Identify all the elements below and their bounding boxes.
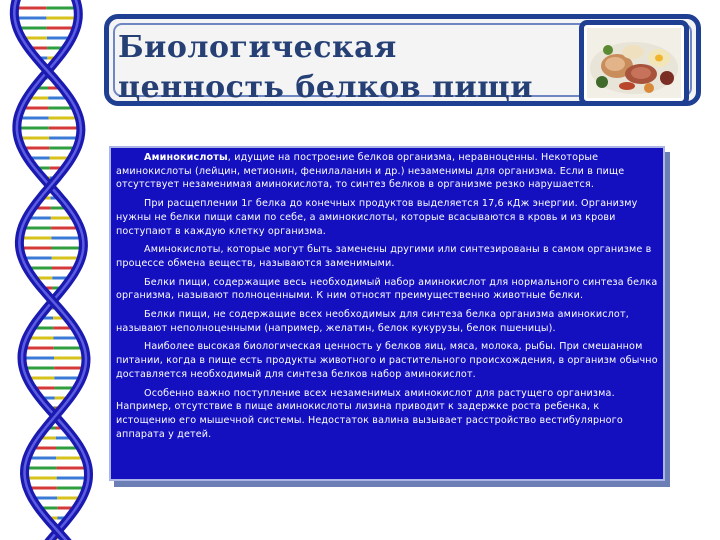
paragraph-highest-value bbox=[116, 340, 658, 381]
paragraph-text: Белки пищи, не содержащие всех необходимых для синтеза белка организма аминокислот, называют неполноценными (например, желатин, белок кукурузы, белок пшеницы). bbox=[116, 309, 629, 334]
paragraph-growing-organism bbox=[116, 387, 658, 442]
paragraph-essential-amino-acids bbox=[116, 151, 658, 192]
paragraph-text: Наиболее высокая биологическая ценность у белков яиц, мяса, молока, рыбы. При смешанном питании, когда в пище есть продукты животного и растительного происхождения, в организм обычно доставляется необходимый для синтеза белков набор аминокислот. bbox=[116, 341, 658, 380]
title-line-1: Биологическая bbox=[118, 30, 397, 65]
paragraph-incomplete-proteins bbox=[116, 308, 658, 335]
paragraph-protein-energy bbox=[116, 197, 658, 238]
paragraph-text: Белки пищи, содержащие весь необходимый набор аминокислот для нормального синтеза белка организма, называют полноценными. К ним относят преимущественно животные белки. bbox=[116, 276, 658, 302]
paragraph-lead-term: Аминокислоты bbox=[144, 152, 228, 163]
text-panel-content bbox=[116, 151, 658, 471]
title-line-2: ценность белков пищи bbox=[118, 70, 533, 105]
food-photo bbox=[587, 28, 681, 98]
paragraph-text: При расщеплении 1г белка до конечных продуктов выделяется 17,6 кДж энергии. Организму нужны не белки пищи сами по себе, а аминокислоты, которые всасываются в кровь и из крови поступают в каждую клетку организма. bbox=[116, 198, 638, 237]
paragraph-text: Особенно важно поступление всех незаменимых аминокислот для растущего организма. Например, отсутствие в пище аминокислоты лизина приводит к задержке роста ребенка, к истощению его мышечной системы. Недостаток валина вызывает расстройство вестибулярного аппарата у детей. bbox=[116, 387, 623, 440]
paragraph-text: Аминокислоты, которые могут быть заменены другими или синтезированы в самом организме в процессе обмена веществ, называются заменимыми. bbox=[116, 244, 652, 269]
paragraph-complete-proteins bbox=[116, 276, 658, 303]
slide-title bbox=[118, 28, 588, 108]
dna-helix-illustration bbox=[0, 0, 120, 540]
paragraph-replaceable-amino-acids bbox=[116, 243, 658, 270]
food-photo-frame bbox=[579, 20, 689, 106]
paragraph-text: , идущие на построение белков организма, неравноценны. Некоторые аминокислоты (лейцин, метионин, фенилаланин и др.) незаменимы для организма. Если в пище отсутствует незаменимая аминокислота, то синтез белков в организме резко нарушается. bbox=[116, 152, 625, 191]
